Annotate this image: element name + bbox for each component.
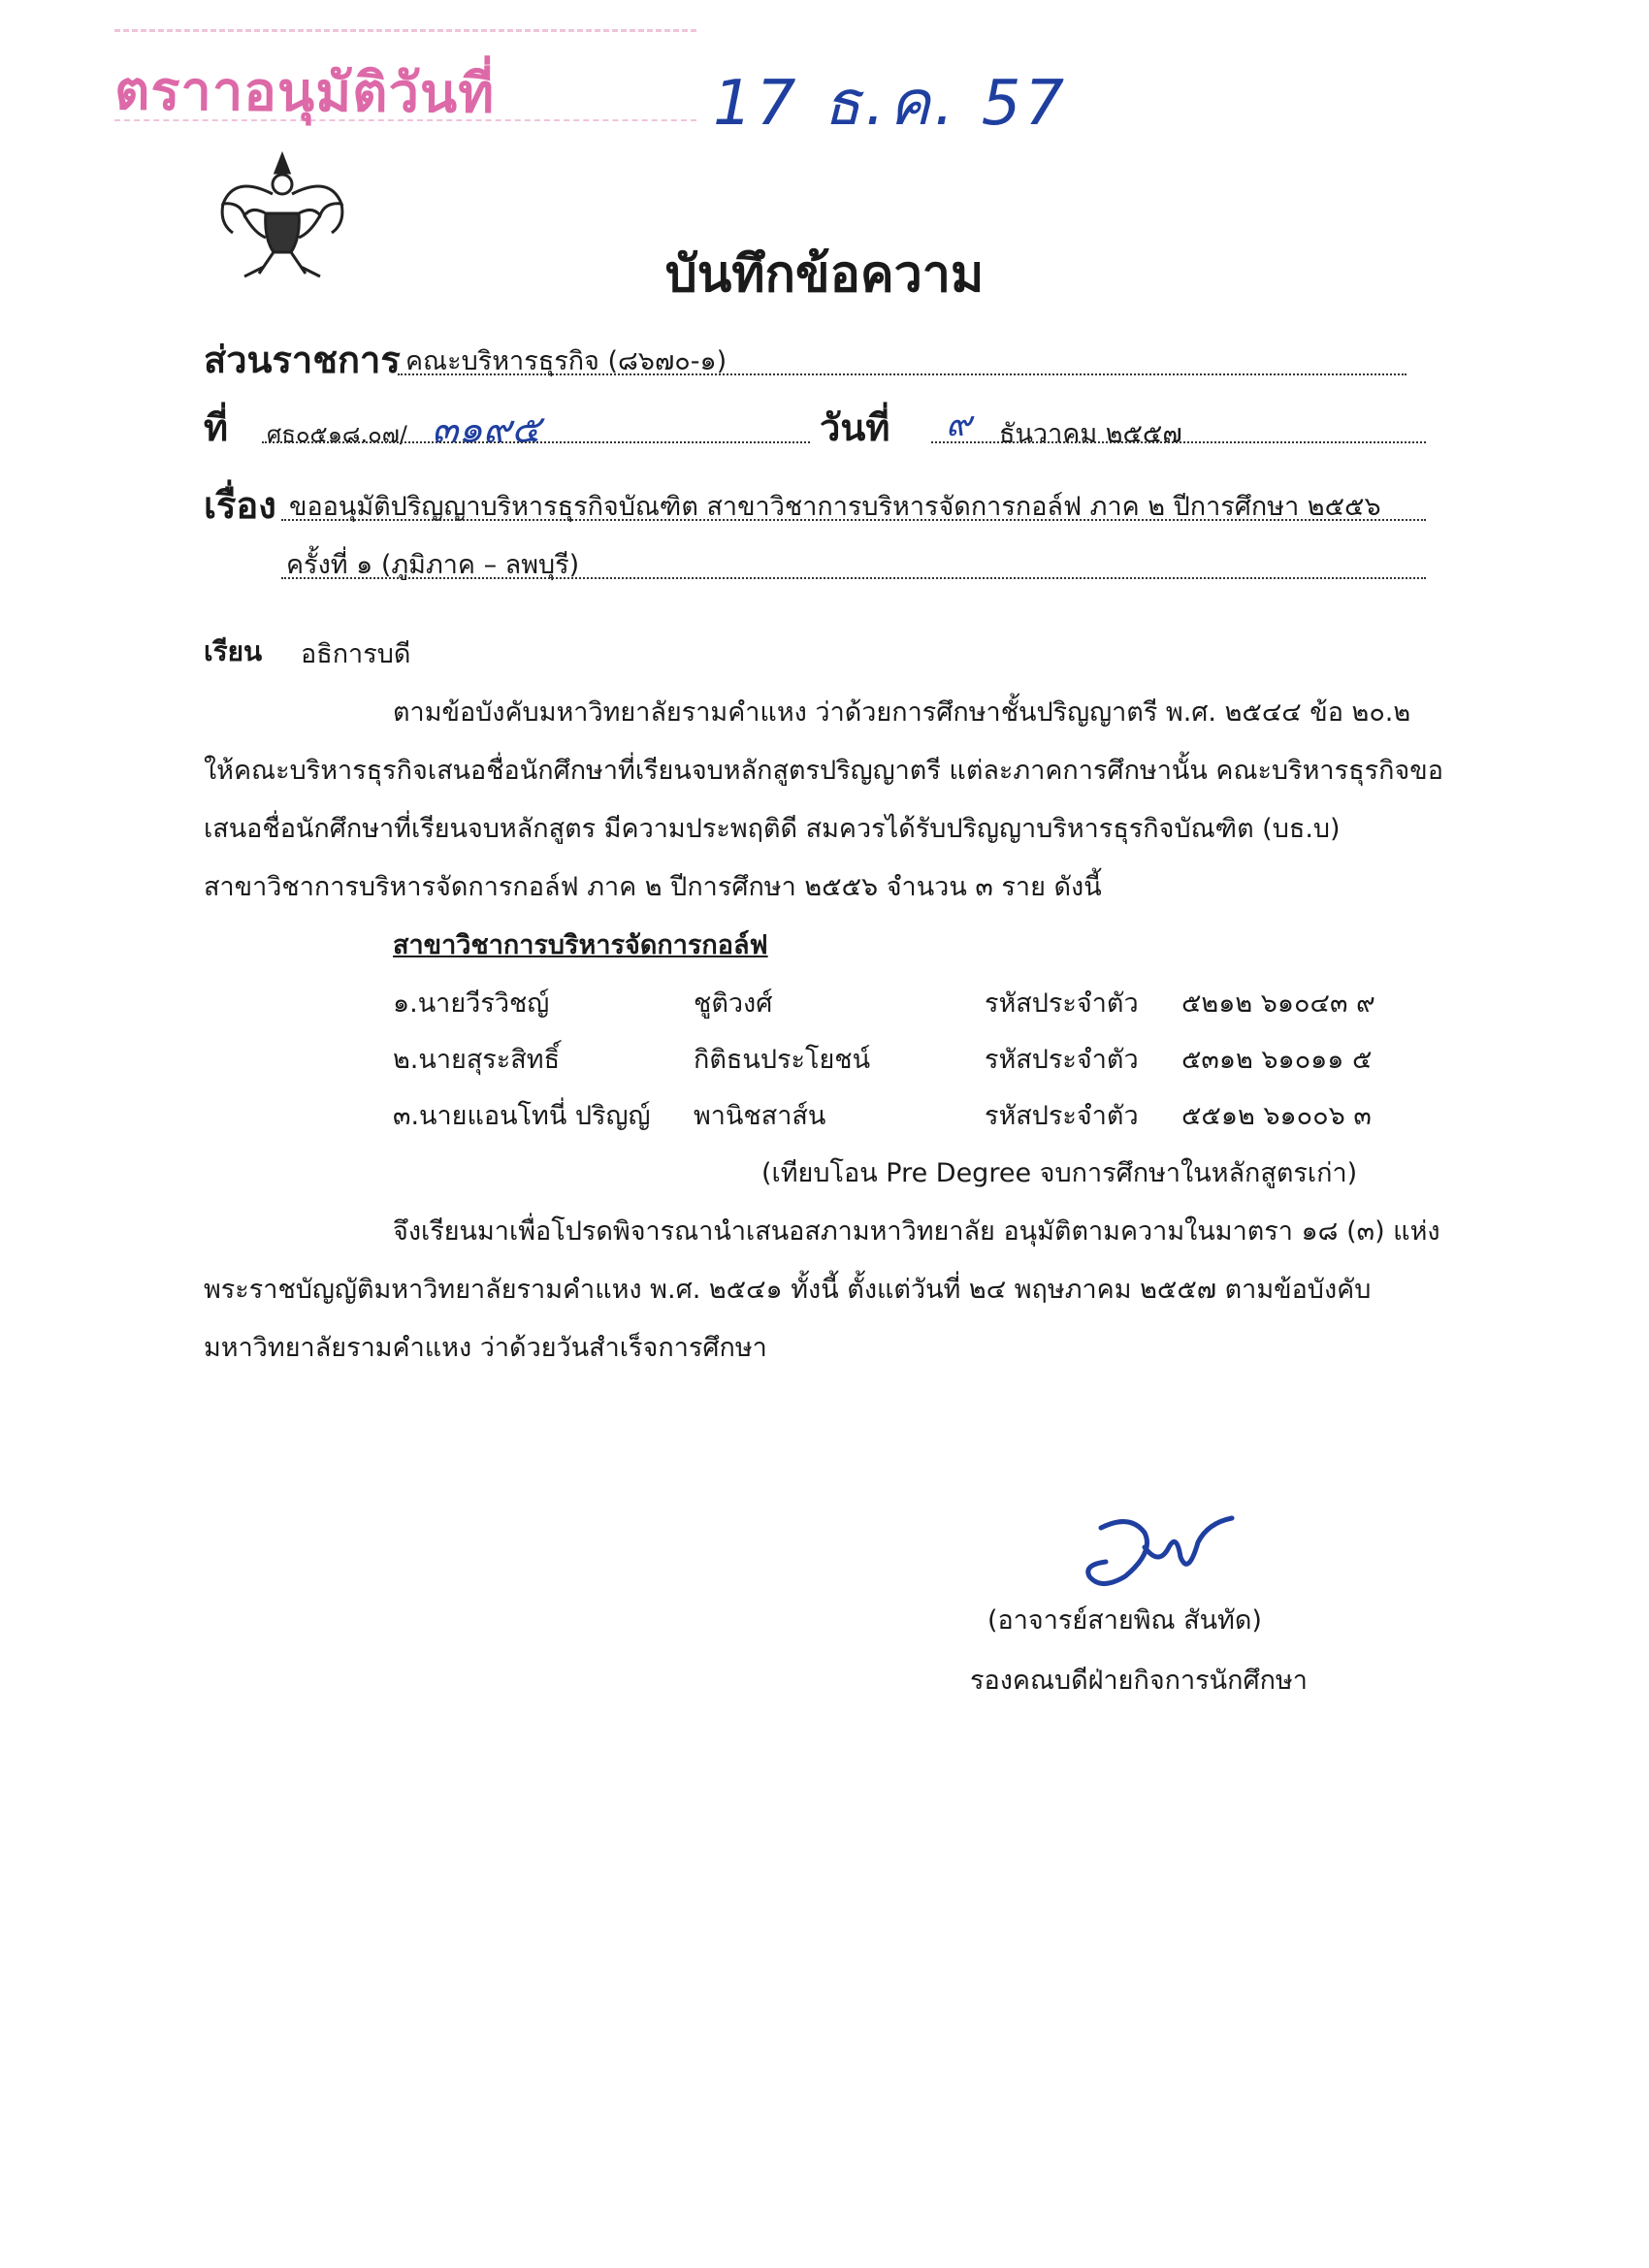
date-day-handwritten: ๙ xyxy=(946,405,972,444)
student-1-id-label: รหัสประจำตัว xyxy=(985,988,1139,1019)
subject-line-1: ขออนุมัติปริญญาบริหารธุรกิจบัณฑิต สาขาวิชาการบริหารจัดการกอล์ฟ ภาค ๒ ปีการศึกษา ๒๕๕๖ xyxy=(289,492,1381,522)
paragraph2-line-1: จึงเรียนมาเพื่อโปรดพิจารณานำเสนอสภามหาวิทยาลัย อนุมัติตามความในมาตรา ๑๘ (๓) แห่ง xyxy=(393,1216,1440,1247)
subject-line-2: ครั้งที่ ๑ (ภูมิภาค – ลพบุรี) xyxy=(286,550,580,580)
student-1-last: ชูติวงศ์ xyxy=(694,988,773,1019)
stamp-border xyxy=(114,29,696,121)
student-2-first: ๒.นายสุระสิทธิ์ xyxy=(393,1045,561,1075)
student-2-last: กิติธนประโยชน์ xyxy=(694,1045,871,1075)
department-dotted-line xyxy=(398,373,1406,375)
date-month-year: ธันวาคม ๒๕๕๗ xyxy=(999,419,1182,449)
handwritten-date: 17 ธ.ค. 57 xyxy=(713,68,1069,140)
salutation-label: เรียน xyxy=(204,635,263,667)
transfer-note: (เทียบโอน Pre Degree จบการศึกษาในหลักสูตรเก่า) xyxy=(761,1158,1358,1188)
paragraph1-line-4: สาขาวิชาการบริหารจัดการกอล์ฟ ภาค ๒ ปีการศึกษา ๒๕๕๖ จำนวน ๓ ราย ดังนี้ xyxy=(204,872,1102,902)
subject-label: เรื่อง xyxy=(204,484,276,527)
student-2-id-label: รหัสประจำตัว xyxy=(985,1045,1139,1075)
signature-icon xyxy=(1072,1508,1246,1596)
subject-dotted-line-1 xyxy=(281,519,1426,521)
student-2-id: ๕๓๑๒ ๖๑๐๑๑ ๕ xyxy=(1181,1045,1373,1075)
signer-position: รองคณบดีฝ่ายกิจการนักศึกษา xyxy=(970,1666,1308,1696)
student-3-id-label: รหัสประจำตัว xyxy=(985,1101,1139,1131)
major-heading: สาขาวิชาการบริหารจัดการกอล์ฟ xyxy=(393,930,768,960)
department-label: ส่วนราชการ xyxy=(204,339,401,381)
paragraph2-line-3: มหาวิทยาลัยรามคำแหง ว่าด้วยวันสำเร็จการศึกษา xyxy=(204,1333,767,1363)
student-3-last: พานิชสาส์น xyxy=(694,1101,826,1131)
ref-prefix: ศธ๐๕๑๘.๐๗/ xyxy=(267,421,407,448)
student-3-first: ๓.นายแอนโทนี่ ปริญญ์ xyxy=(393,1101,651,1131)
approval-stamp: ตราาอนุมัติวันที่ xyxy=(113,59,496,126)
ref-label: ที่ xyxy=(204,406,229,449)
student-1-id: ๕๒๑๒ ๖๑๐๔๓ ๙ xyxy=(1181,988,1375,1019)
ref-dotted-line xyxy=(262,441,810,443)
date-label: วันที่ xyxy=(820,406,890,449)
ref-number-handwritten: ๓๑๙๕ xyxy=(432,407,541,452)
document-title: บันทึกข้อความ xyxy=(664,245,985,304)
signer-name: (อาจารย์สายพิณ สันทัด) xyxy=(987,1605,1262,1636)
subject-dotted-line-2 xyxy=(281,577,1426,579)
department-value: คณะบริหารธุรกิจ (๘๖๗๐-๑) xyxy=(405,346,728,376)
paragraph1-line-1: ตามข้อบังคับมหาวิทยาลัยรามคำแหง ว่าด้วยการศึกษาชั้นปริญญาตรี พ.ศ. ๒๕๔๔ ข้อ ๒๐.๒ xyxy=(393,697,1411,728)
student-3-id: ๕๕๑๒ ๖๑๐๐๖ ๓ xyxy=(1181,1101,1372,1131)
paragraph2-line-2: พระราชบัญญัติมหาวิทยาลัยรามคำแหง พ.ศ. ๒๕๔๑ ทั้งนี้ ตั้งแต่วันที่ ๒๔ พฤษภาคม ๒๕๕๗ ตามข้อบังคับ xyxy=(204,1275,1372,1305)
date-dotted-line xyxy=(931,441,1426,443)
student-1-first: ๑.นายวีรวิชญ์ xyxy=(393,988,550,1019)
paragraph1-line-3: เสนอชื่อนักศึกษาที่เรียนจบหลักสูตร มีความประพฤติดี สมควรได้รับปริญญาบริหารธุรกิจบัณฑิต (บธ.บ) xyxy=(204,814,1341,844)
paragraph1-line-2: ให้คณะบริหารธุรกิจเสนอชื่อนักศึกษาที่เรียนจบหลักสูตรปริญญาตรี แต่ละภาคการศึกษานั้น คณะบริหารธุรกิจขอ xyxy=(204,756,1443,786)
salutation-value: อธิการบดี xyxy=(301,639,411,669)
